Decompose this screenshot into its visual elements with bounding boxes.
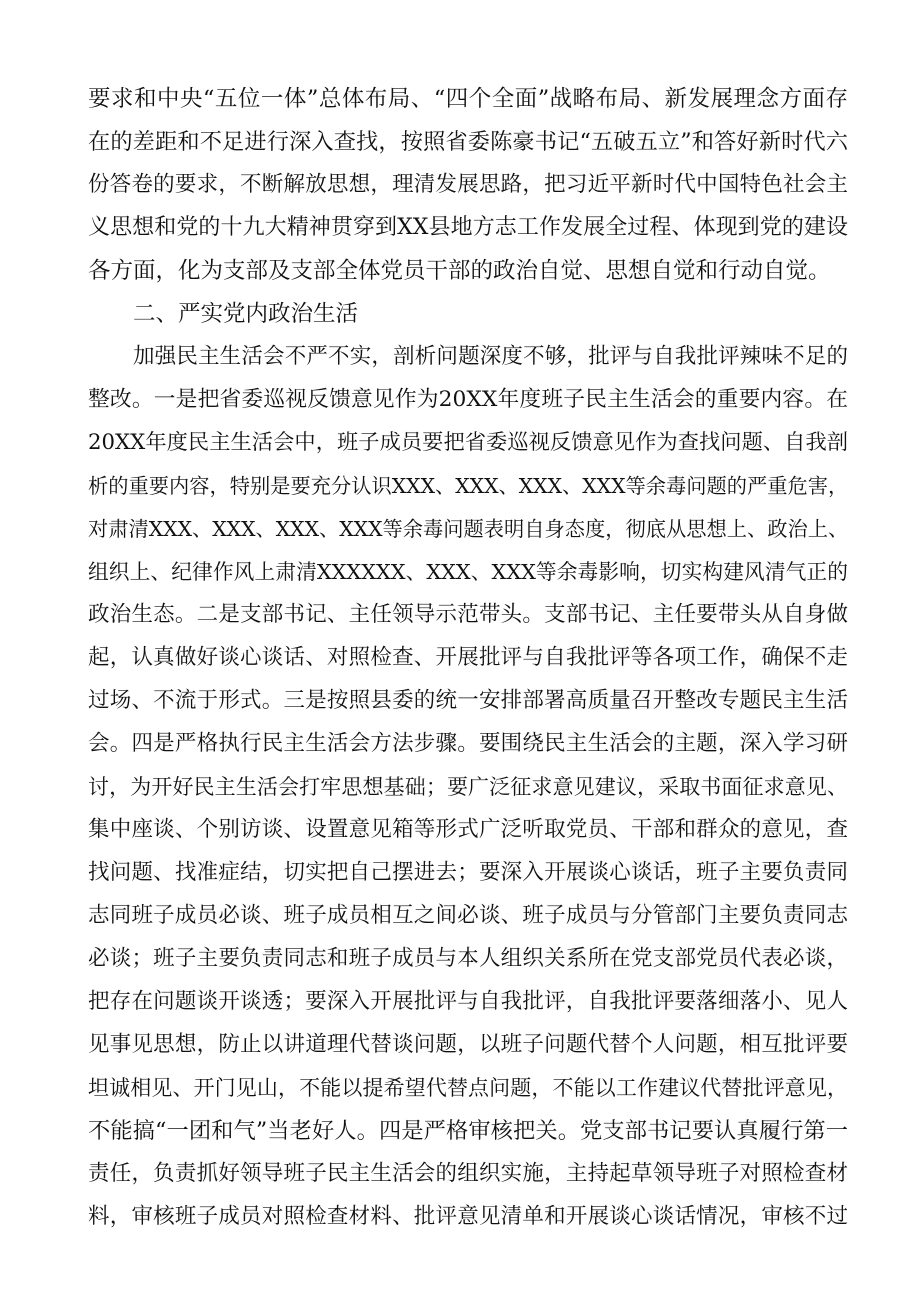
text-line: 讨，为开好民主生活会打牢思想基础；要广泛征求意见建议，采取书面征求意见、 bbox=[88, 775, 848, 799]
text-line: 份答卷的要求，不断解放思想，理清发展思路，把习近平新时代中国特色社会主 bbox=[88, 172, 848, 197]
text-line: 在的差距和不足进行深入查找，按照省委陈豪书记“五破五立”和答好新时代六 bbox=[88, 129, 848, 155]
text-line: 集中座谈、个别访谈、设置意见箱等形式广泛听取党员、干部和群众的意见，查 bbox=[88, 817, 848, 842]
text-line: 会。四是严格执行民主生活会方法步骤。要围绕民主生活会的主题，深入学习研 bbox=[88, 731, 848, 756]
section-heading: 二、严实党内政治生活 bbox=[133, 301, 359, 327]
text-line: 见事见思想，防止以讲道理代替谈问题，以班子问题代替个人问题，相互批评要 bbox=[88, 1032, 848, 1057]
text-line: 20XX年度民主生活会中，班子成员要把省委巡视反馈意见作为查找问题、自我剖 bbox=[88, 430, 848, 455]
text-line: 义思想和党的十九大精神贯穿到XX县地方志工作发展全过程、体现到党的建设 bbox=[88, 215, 848, 240]
text-line: 不能搞“一团和气”当老好人。四是严格审核把关。党支部书记要认真履行第一 bbox=[88, 1118, 848, 1144]
text-line: 各方面，化为支部及支部全体党员干部的政治自觉、思想自觉和行动自觉。 bbox=[88, 258, 831, 284]
text-line: 必谈；班子主要负责同志和班子成员与本人组织关系所在党支部党员代表必谈， bbox=[88, 946, 848, 971]
text-line: 志同班子成员必谈、班子成员相互之间必谈、班子成员与分管部门主要负责同志 bbox=[88, 903, 848, 928]
text-line: 责任，负责抓好领导班子民主生活会的组织实施，主持起草领导班子对照检查材 bbox=[88, 1161, 848, 1186]
text-line: 起，认真做好谈心谈话、对照检查、开展批评与自我批评等各项工作，确保不走 bbox=[88, 645, 848, 670]
text-line: 找问题、找准症结，切实把自己摆进去；要深入开展谈心谈话，班子主要负责同 bbox=[88, 860, 848, 885]
text-line: 要求和中央“五位一体”总体布局、“四个全面”战略布局、新发展理念方面存 bbox=[88, 86, 848, 112]
text-line: 过场、不流于形式。三是按照县委的统一安排部署高质量召开整改专题民主生活 bbox=[88, 688, 848, 713]
text-line: 加强民主生活会不严不实，剖析问题深度不够，批评与自我批评辣味不足的 bbox=[133, 344, 848, 369]
text-line: 组织上、纪律作风上肃清XXXXXX、XXX、XXX等余毒影响，切实构建风清气正的 bbox=[88, 560, 848, 584]
text-line: 坦诚相见、开门见山，不能以提希望代替点问题，不能以工作建议代替批评意见， bbox=[88, 1076, 848, 1100]
text-line: 料，审核班子成员对照检查材料、批评意见清单和开展谈心谈话情况，审核不过 bbox=[88, 1204, 848, 1229]
text-line: 析的重要内容，特别是要充分认识XXX、XXX、XXX、XXX等余毒问题的严重危害， bbox=[88, 474, 849, 498]
text-line: 对肃清XXX、XXX、XXX、XXX等余毒问题表明自身态度，彻底从思想上、政治上、 bbox=[88, 517, 849, 541]
text-line: 整改。一是把省委巡视反馈意见作为20XX年度班子民主生活会的重要内容。在 bbox=[88, 387, 848, 412]
text-line: 把存在问题谈开谈透；要深入开展批评与自我批评，自我批评要落细落小、见人 bbox=[88, 989, 848, 1014]
text-line: 政治生态。二是支部书记、主任领导示范带头。支部书记、主任要带头从自身做 bbox=[88, 602, 848, 627]
